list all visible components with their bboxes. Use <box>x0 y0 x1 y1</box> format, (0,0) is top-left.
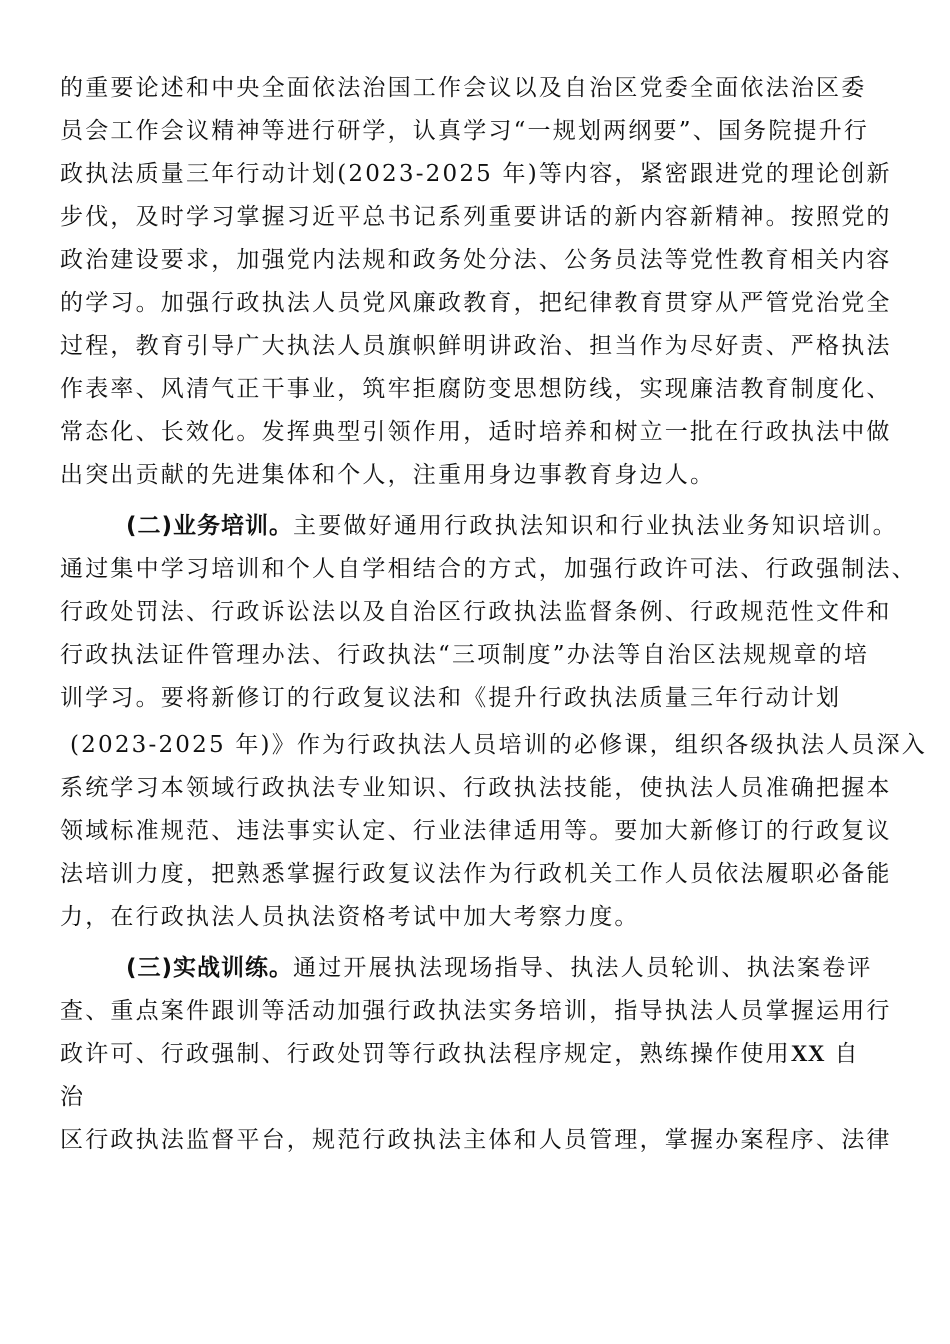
text-line: 行政处罚法、行政诉讼法以及自治区行政执法监督条例、行政规范性文件和 <box>60 599 892 625</box>
section-text: 主要做好通用行政执法知识和行业执法业务知识培训。 <box>293 513 898 539</box>
text-line: 系统学习本领域行政执法专业知识、行政执法技能，使执法人员准确把握本 <box>60 775 892 801</box>
text-line: 查、重点案件跟训等活动加强行政执法实务培训，指导执法人员掌握运用行 <box>60 998 892 1024</box>
text-line: 法培训力度，把熟悉掌握行政复议法作为行政机关工作人员依法履职必备能 <box>60 861 892 887</box>
text-line: 区行政执法监督平台，规范行政执法主体和人员管理，掌握办案程序、法律 <box>60 1127 892 1153</box>
text-line: 训学习。要将新修订的行政复议法和《提升行政执法质量三年行动计划 <box>60 685 842 711</box>
text-line: 常态化、长效化。发挥典型引领作用，适时培养和树立一批在行政执法中做 <box>60 419 892 445</box>
text-line: 出突出贡献的先进集体和个人，注重用身边事教育身边人。 <box>60 462 716 488</box>
placeholder-text: XX <box>790 1041 826 1066</box>
text-segment: 自 <box>825 1041 860 1067</box>
text-line: 作表率、风清气正干事业，筑牢拒腐防变思想防线，实现廉洁教育制度化、 <box>60 376 892 402</box>
text-line: 行政执法证件管理办法、行政执法“三项制度”办法等自治区法规规章的培 <box>60 642 870 668</box>
section-text: 通过开展执法现场指导、执法人员轮训、执法案卷评 <box>293 955 873 981</box>
text-line <box>60 1039 900 1069</box>
section-first-line <box>126 953 902 983</box>
text-line: 的学习。加强行政执法人员党风廉政教育，把纪律教育贯穿从严管党治党全 <box>60 290 892 316</box>
text-line: 政执法质量三年行动计划(2023-2025 年)等内容，紧密跟进党的理论创新 <box>60 161 892 187</box>
text-line: (2023-2025 年)》作为行政执法人员培训的必修课，组织各级执法人员深入 <box>70 732 927 758</box>
text-line: 力，在行政执法人员执法资格考试中加大考察力度。 <box>60 904 640 930</box>
section-heading: (三)实战训练。 <box>126 955 294 981</box>
text-line: 过程，教育引导广大执法人员旗帜鲜明讲政治、担当作为尽好责、严格执法 <box>60 333 892 359</box>
text-line: 员会工作会议精神等进行研学，认真学习“一规划两纲要”、国务院提升行 <box>60 118 870 144</box>
section-first-line <box>126 511 902 541</box>
text-line: 治 <box>60 1084 86 1110</box>
text-line: 步伐，及时学习掌握习近平总书记系列重要讲话的新内容新精神。按照党的 <box>60 204 892 230</box>
text-line: 领域标准规范、违法事实认定、行业法律适用等。要加大新修订的行政复议 <box>60 818 892 844</box>
text-line: 的重要论述和中央全面依法治国工作会议以及自治区党委全面依法治区委 <box>60 75 867 101</box>
text-line: 通过集中学习培训和个人自学相结合的方式，加强行政许可法、行政强制法、 <box>60 556 917 582</box>
text-line: 政治建设要求，加强党内法规和政务处分法、公务员法等党性教育相关内容 <box>60 247 892 273</box>
text-segment: 政许可、行政强制、行政处罚等行政执法程序规定，熟练操作使用 <box>60 1041 791 1067</box>
section-heading: (二)业务培训。 <box>126 513 294 539</box>
